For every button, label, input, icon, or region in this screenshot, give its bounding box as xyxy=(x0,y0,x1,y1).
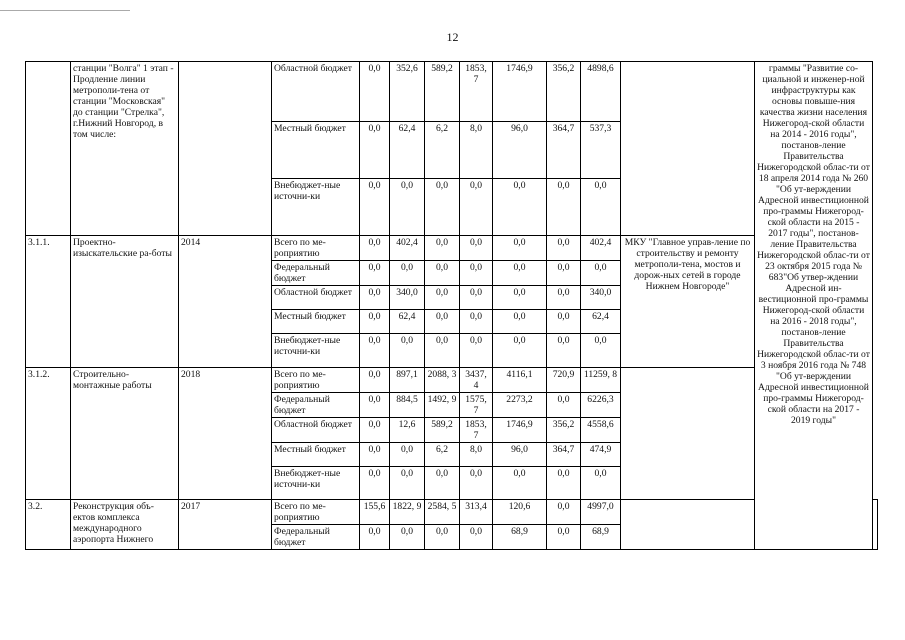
value-cell: 340,0 xyxy=(581,286,621,310)
value-cell: 0,0 xyxy=(390,261,425,286)
value-cell: 313,4 xyxy=(460,500,493,525)
item-number-cell: 3.1.1. xyxy=(26,236,71,368)
value-cell: 96,0 xyxy=(493,122,547,179)
funding-source-cell: Местный бюджет xyxy=(272,443,360,467)
value-cell: 0,0 xyxy=(460,334,493,368)
item-name-cell: Проектно-изыскательские ра-боты xyxy=(71,236,179,368)
item-number-cell: 3.1.2. xyxy=(26,368,71,500)
year-cell xyxy=(179,62,272,236)
funding-source-cell: Областной бюджет xyxy=(272,418,360,443)
program-basis-cell-empty xyxy=(873,500,878,550)
value-cell: 364,7 xyxy=(547,443,581,467)
top-rule xyxy=(0,10,130,11)
value-cell: 62,4 xyxy=(390,310,425,334)
value-cell: 0,0 xyxy=(360,525,390,550)
value-cell: 0,0 xyxy=(493,334,547,368)
value-cell: 0,0 xyxy=(425,236,460,261)
value-cell: 0,0 xyxy=(460,286,493,310)
value-cell: 8,0 xyxy=(460,443,493,467)
value-cell: 356,2 xyxy=(547,62,581,122)
value-cell: 0,0 xyxy=(360,286,390,310)
value-cell: 96,0 xyxy=(493,443,547,467)
value-cell: 1746,9 xyxy=(493,418,547,443)
executor-cell xyxy=(621,500,755,550)
value-cell: 0,0 xyxy=(360,393,390,418)
value-cell: 62,4 xyxy=(390,122,425,179)
value-cell: 1853, 7 xyxy=(460,418,493,443)
value-cell: 8,0 xyxy=(460,122,493,179)
value-cell: 2088, 3 xyxy=(425,368,460,393)
value-cell: 0,0 xyxy=(425,334,460,368)
funding-source-cell: Федеральный бюджет xyxy=(272,261,360,286)
value-cell: 402,4 xyxy=(581,236,621,261)
item-name-cell: Строительно-монтажные работы xyxy=(71,368,179,500)
value-cell: 589,2 xyxy=(425,418,460,443)
value-cell: 3437, 4 xyxy=(460,368,493,393)
value-cell: 0,0 xyxy=(547,525,581,550)
year-cell: 2017 xyxy=(179,500,272,550)
page-number: 12 xyxy=(446,30,459,44)
value-cell: 0,0 xyxy=(360,334,390,368)
value-cell: 402,4 xyxy=(390,236,425,261)
value-cell: 0,0 xyxy=(360,368,390,393)
value-cell: 0,0 xyxy=(390,179,425,236)
funding-source-cell: Внебюджет-ные источни-ки xyxy=(272,467,360,500)
value-cell: 1853, 7 xyxy=(460,62,493,122)
value-cell: 0,0 xyxy=(360,467,390,500)
value-cell: 0,0 xyxy=(425,286,460,310)
value-cell: 0,0 xyxy=(390,467,425,500)
value-cell: 0,0 xyxy=(547,467,581,500)
value-cell: 0,0 xyxy=(460,310,493,334)
budget-table xyxy=(25,61,878,550)
value-cell: 0,0 xyxy=(360,122,390,179)
value-cell: 0,0 xyxy=(460,236,493,261)
value-cell: 11259, 8 xyxy=(581,368,621,393)
value-cell: 155,6 xyxy=(360,500,390,525)
value-cell: 1746,9 xyxy=(493,62,547,122)
value-cell: 0,0 xyxy=(360,62,390,122)
funding-source-cell: Всего по ме-роприятию xyxy=(272,236,360,261)
value-cell: 537,3 xyxy=(581,122,621,179)
value-cell: 0,0 xyxy=(493,310,547,334)
value-cell: 68,9 xyxy=(581,525,621,550)
value-cell: 0,0 xyxy=(425,525,460,550)
table-row xyxy=(26,236,878,261)
funding-source-cell: Местный бюджет xyxy=(272,310,360,334)
executor-cell: МКУ "Главное управ-ление по строительству и ремонту метрополи-тена, мостов и дорож-ных сетей в городе Нижнем Новгороде" xyxy=(621,236,755,368)
funding-source-cell: Всего по ме-роприятию xyxy=(272,500,360,525)
value-cell: 0,0 xyxy=(547,236,581,261)
value-cell: 68,9 xyxy=(493,525,547,550)
value-cell: 0,0 xyxy=(360,310,390,334)
value-cell: 0,0 xyxy=(360,418,390,443)
value-cell: 720,9 xyxy=(547,368,581,393)
funding-source-cell: Областной бюджет xyxy=(272,62,360,122)
executor-cell xyxy=(621,62,755,236)
funding-source-cell: Областной бюджет xyxy=(272,286,360,310)
value-cell: 4898,6 xyxy=(581,62,621,122)
value-cell: 0,0 xyxy=(547,179,581,236)
value-cell: 0,0 xyxy=(547,334,581,368)
value-cell: 0,0 xyxy=(493,467,547,500)
value-cell: 0,0 xyxy=(460,179,493,236)
value-cell: 352,6 xyxy=(390,62,425,122)
table-row xyxy=(26,500,878,525)
item-name-cell: Реконструкция объ-ектов комплекса международного аэропорта Нижнего xyxy=(71,500,179,550)
table-row xyxy=(26,62,878,122)
value-cell: 884,5 xyxy=(390,393,425,418)
value-cell: 364,7 xyxy=(547,122,581,179)
value-cell: 1822, 9 xyxy=(390,500,425,525)
value-cell: 0,0 xyxy=(425,467,460,500)
value-cell: 0,0 xyxy=(493,261,547,286)
value-cell: 0,0 xyxy=(425,310,460,334)
year-cell: 2018 xyxy=(179,368,272,500)
value-cell: 4997,0 xyxy=(581,500,621,525)
value-cell: 340,0 xyxy=(390,286,425,310)
value-cell: 0,0 xyxy=(390,443,425,467)
value-cell: 0,0 xyxy=(581,467,621,500)
value-cell: 474,9 xyxy=(581,443,621,467)
value-cell: 1575, 7 xyxy=(460,393,493,418)
value-cell: 0,0 xyxy=(581,334,621,368)
value-cell: 0,0 xyxy=(581,179,621,236)
value-cell: 0,0 xyxy=(547,286,581,310)
value-cell: 0,0 xyxy=(360,443,390,467)
value-cell: 897,1 xyxy=(390,368,425,393)
value-cell: 0,0 xyxy=(360,236,390,261)
value-cell: 120,6 xyxy=(493,500,547,525)
value-cell: 12,6 xyxy=(390,418,425,443)
year-cell: 2014 xyxy=(179,236,272,368)
value-cell: 0,0 xyxy=(360,179,390,236)
funding-source-cell: Федеральный бюджет xyxy=(272,525,360,550)
funding-source-cell: Внебюджет-ные источни-ки xyxy=(272,179,360,236)
value-cell: 356,2 xyxy=(547,418,581,443)
value-cell: 0,0 xyxy=(425,261,460,286)
value-cell: 0,0 xyxy=(493,236,547,261)
value-cell: 62,4 xyxy=(581,310,621,334)
item-name-cell: станции "Волга" 1 этап - Продление линии метрополи-тена от станции "Московская" до станции "Стрелка", г.Нижний Новгород, в том числе: xyxy=(71,62,179,236)
value-cell: 6,2 xyxy=(425,443,460,467)
value-cell: 2584, 5 xyxy=(425,500,460,525)
value-cell: 0,0 xyxy=(460,467,493,500)
value-cell: 0,0 xyxy=(390,334,425,368)
item-number-cell xyxy=(26,62,71,236)
value-cell: 0,0 xyxy=(547,500,581,525)
value-cell: 0,0 xyxy=(547,310,581,334)
value-cell: 0,0 xyxy=(390,525,425,550)
funding-source-cell: Внебюджет-ные источни-ки xyxy=(272,334,360,368)
funding-source-cell: Федеральный бюджет xyxy=(272,393,360,418)
item-number-cell: 3.2. xyxy=(26,500,71,550)
value-cell: 0,0 xyxy=(425,179,460,236)
value-cell: 0,0 xyxy=(493,179,547,236)
executor-cell xyxy=(621,368,755,500)
value-cell: 4558,6 xyxy=(581,418,621,443)
value-cell: 0,0 xyxy=(493,286,547,310)
program-basis-cell: граммы "Развитие со-циальной и инженер-ной инфраструктуры как основы повыше-ния качества жизни населения Нижегород-ской области на 2014 - 2016 годы", постанов-ление Правительства Нижегородской облас-ти от 18 апреля 2014 года № 260 "Об ут-верждении Адресной инвестиционной про-граммы Нижегород-ской области на 2015 - 2017 годы", постанов-ление Правительства Нижегородской облас-ти от 23 октября 2015 года № 683"Об утвер-ждении Адресной ин-вестиционной про-граммы Нижегород-ской области на 2016 - 2018 годы", постанов-ление Правительства Нижегородской облас-ти от 3 ноября 2016 года № 748 "Об ут-верждении Адресной инвестиционной про-граммы Нижегород-ской области на 2017 - 2019 годы" xyxy=(755,62,873,550)
value-cell: 0,0 xyxy=(547,261,581,286)
value-cell: 4116,1 xyxy=(493,368,547,393)
value-cell: 6226,3 xyxy=(581,393,621,418)
value-cell: 6,2 xyxy=(425,122,460,179)
funding-source-cell: Местный бюджет xyxy=(272,122,360,179)
value-cell: 2273,2 xyxy=(493,393,547,418)
value-cell: 589,2 xyxy=(425,62,460,122)
table-row xyxy=(26,368,878,393)
value-cell: 0,0 xyxy=(547,393,581,418)
funding-source-cell: Всего по ме-роприятию xyxy=(272,368,360,393)
value-cell: 0,0 xyxy=(581,261,621,286)
value-cell: 0,0 xyxy=(360,261,390,286)
value-cell: 0,0 xyxy=(460,261,493,286)
value-cell: 1492, 9 xyxy=(425,393,460,418)
value-cell: 0,0 xyxy=(460,525,493,550)
